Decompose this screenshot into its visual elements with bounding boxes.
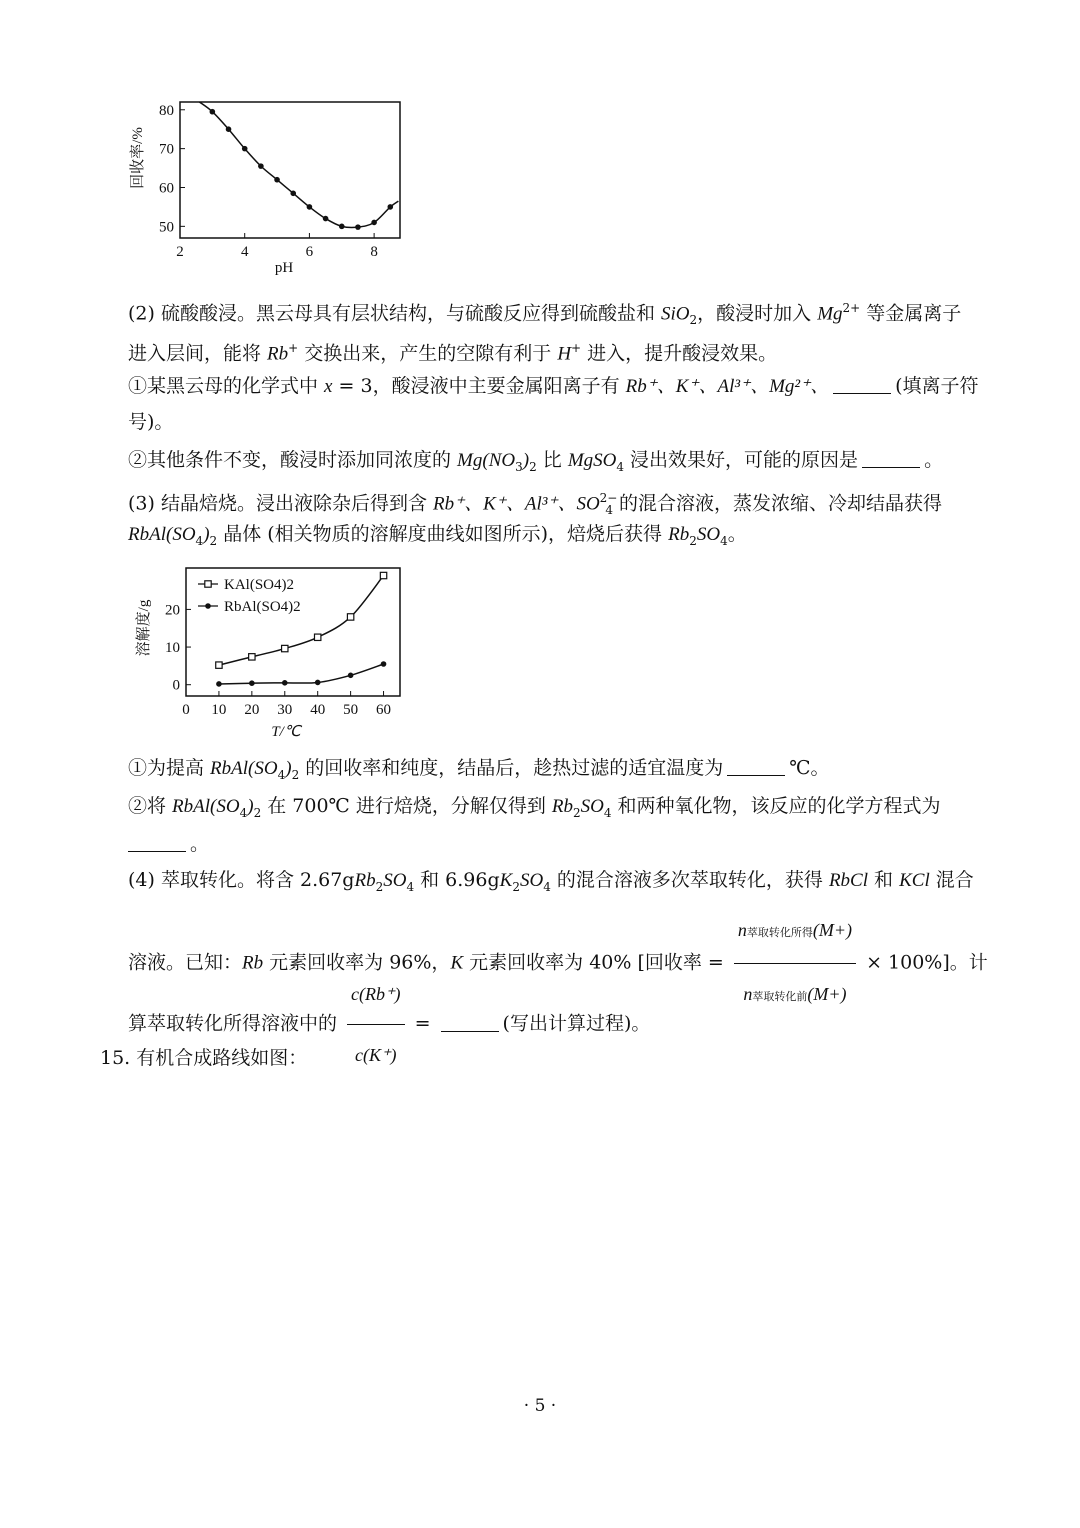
- chart1-point: [387, 204, 393, 210]
- chart2-xtick-label: 0: [182, 702, 190, 718]
- chart1-ytick-label: 60: [159, 180, 174, 197]
- answer-blank: [862, 449, 920, 468]
- recovery-formula: $\frac{\text{n萃取转化所得(M+)}}{\text{n萃取转化前(M+)}}$: [734, 902, 856, 1025]
- solubility-chart: [126, 558, 426, 748]
- chart1-point: [323, 216, 329, 222]
- legend-rbal-label: RbAl(SO4)2: [224, 599, 301, 615]
- part4-line3: 算萃取转化所得溶液中的 $\frac{c(Rb^+)}{c(K^+)}$ = (写出计算过程)。: [128, 966, 650, 1083]
- chart1-point: [210, 109, 216, 115]
- part2-intro-line2: 进入层间，能将 Rb+ 交换出来，产生的空隙有利于 H+ 进入，提升酸浸效果。: [128, 341, 778, 365]
- question-2-2: ②其他条件不变，酸浸时添加同浓度的 $Mg(NO_3)_2$ 比 MgSO$_4$ 浸出效果好，可能的原因是 。: [128, 449, 944, 474]
- chart1-point: [274, 177, 280, 183]
- part4-line2: 溶液。已知：Rb 元素回收率为 96%，K 元素回收率为 40% [回收率 = $\frac{\text{n萃取转化所得(M+)}}{\text{n萃取转化前(M+)}}$ × 100%]。计: [128, 902, 988, 1025]
- chart2-kal-point: [314, 634, 320, 640]
- question-15: 15. 有机合成路线如图：: [100, 1047, 308, 1069]
- part2-intro-line1: (2) 硫酸酸浸。黑云母具有层状结构，与硫酸反应得到硫酸盐和 SiO$_2$，酸浸时加入 $Mg^{2+}$ 等金属离子: [128, 301, 962, 328]
- chart1-xlabel: pH: [274, 260, 294, 276]
- chart1-curve: [199, 102, 398, 228]
- chart1-ytick-label: 50: [159, 219, 174, 236]
- chart2-xtick-label: 40: [310, 702, 326, 718]
- chart1-ytick-label: 70: [159, 141, 174, 158]
- chart1-point: [307, 204, 313, 210]
- chart2-kal-point: [216, 662, 222, 668]
- chart1-point: [339, 224, 345, 230]
- ratio-formula: $\frac{c(Rb^+)}{c(K^+)}$: [347, 966, 404, 1083]
- chart2-ylabel: 溶解度/g: [136, 599, 152, 657]
- chart2-xtick-label: 20: [244, 702, 260, 718]
- question-3-1: ①为提高 $RbAl(SO_4)_2$ 的回收率和纯度，结晶后，趁热过滤的适宜温度为 ℃。: [128, 757, 830, 782]
- answer-blank: [833, 375, 891, 394]
- chart2-rbal-point: [249, 680, 255, 686]
- answer-blank: [727, 757, 785, 776]
- chart1-xtick-label: 4: [240, 244, 249, 260]
- recovery-ph-chart: [120, 90, 420, 280]
- chart2-kal-point: [347, 614, 353, 620]
- chart1-point: [226, 126, 232, 132]
- chart2-xtick-label: 10: [211, 702, 227, 718]
- page-number: · 5 ·: [523, 1396, 557, 1416]
- chart2-rbal-point: [315, 680, 321, 686]
- chart2-ytick-label: 10: [165, 640, 180, 657]
- legend-kal-marker: [205, 581, 211, 587]
- chart2-rbal-point: [381, 661, 387, 667]
- answer-blank: [441, 1013, 499, 1032]
- chart1-point: [355, 224, 361, 230]
- chart2-ytick-label: 20: [165, 602, 180, 619]
- question-2-1: ①某黑云母的化学式中 x = 3，酸浸液中主要金属阳离子有 Rb⁺、K⁺、Al³⁺、Mg²⁺、 (填离子符: [128, 375, 979, 397]
- chart2-kal-point: [249, 654, 255, 660]
- chart2-xtick-label: 30: [277, 702, 293, 718]
- chart1-ytick-label: 80: [159, 102, 174, 119]
- question-3-2: ②将 $RbAl(SO_4)_2$ 在 700℃ 进行焙烧，分解仅得到 $Rb_2SO_4$ 和两种氧化物，该反应的化学方程式为: [128, 795, 941, 820]
- chart2-rbal-point: [216, 681, 222, 687]
- chart2-kal-point: [380, 572, 386, 578]
- chart1-point: [242, 146, 248, 152]
- chart2-xtick-label: 50: [343, 702, 359, 718]
- chart1-point: [258, 163, 264, 169]
- part3-intro-line2: $RbAl(SO_4)_2$ 晶体 (相关物质的溶解度曲线如图所示)，焙烧后获得 $Rb_2SO_4$。: [128, 523, 747, 548]
- chart2-xtick-label: 60: [376, 702, 392, 718]
- chart1-xtick-label: 6: [305, 244, 314, 260]
- chart2-rbal-point: [348, 672, 354, 678]
- part4-line1: (4) 萃取转化。将含 $2.67gRb_2SO_4$ 和 $6.96gK_2SO_4$ 的混合溶液多次萃取转化，获得 RbCl 和 KCl 混合: [128, 869, 974, 894]
- chart2-xlabel: T/℃: [271, 724, 301, 740]
- question-3-2-cont: 。: [128, 832, 209, 856]
- chart1-ylabel: 回收率/%: [130, 127, 146, 189]
- chart2-rbal-curve: [219, 664, 384, 684]
- question-2-1-cont: 号)。: [128, 411, 174, 433]
- chart1-xtick-label: 2: [176, 244, 184, 260]
- part3-intro-line1: (3) 结晶焙烧。浸出液除杂后得到含 Rb⁺、K⁺、Al³⁺、$SO^{2-}_4$ 的混合溶液，蒸发浓缩、冷却结晶获得: [128, 491, 943, 518]
- legend-kal-label: KAl(SO4)2: [224, 577, 294, 593]
- chart1-frame: [180, 102, 400, 238]
- chart1-point: [290, 191, 296, 197]
- answer-blank: [128, 833, 186, 852]
- chart2-rbal-point: [282, 680, 288, 686]
- chart1-point: [371, 220, 377, 226]
- legend-rbal-marker: [205, 603, 211, 609]
- chart1-xtick-label: 8: [370, 244, 378, 260]
- chart2-kal-point: [282, 645, 288, 651]
- chart2-ytick-label: 0: [172, 677, 180, 694]
